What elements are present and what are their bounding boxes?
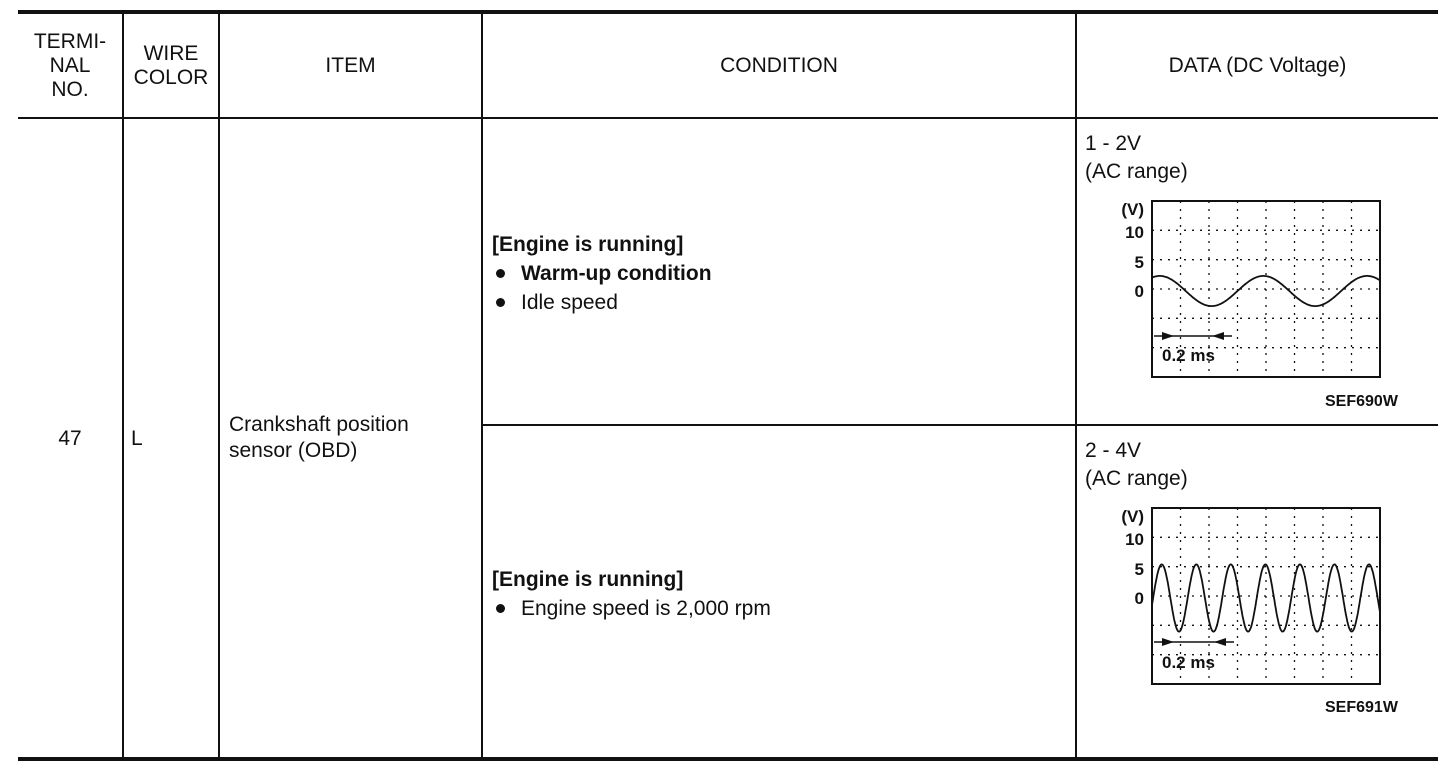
data-1-range: (AC range) <box>1085 160 1188 183</box>
condition-1-bullet-1-text: Warm-up condition <box>521 262 712 285</box>
data-1-text <box>1085 130 1188 186</box>
row-divider-rule <box>482 424 1438 426</box>
header-terminal-line-3: NO. <box>51 77 89 101</box>
scope-2-tick-0: 0 <box>1134 589 1144 608</box>
condition-2-bullet-1-text: Engine speed is 2,000 rpm <box>521 597 771 620</box>
column-divider-2 <box>218 12 220 759</box>
scope-2-unit: (V) <box>1121 507 1144 526</box>
terminal-number: 47 <box>58 427 82 450</box>
data-2-range: (AC range) <box>1085 467 1188 490</box>
condition-1-bullet-2-text: Idle speed <box>521 291 618 314</box>
condition-1-heading: [Engine is running] <box>492 233 684 256</box>
bullet-icon <box>496 298 505 307</box>
scope-2-time-label: 0.2 ms <box>1162 653 1215 672</box>
data-2-ref-code: SEF691W <box>1325 699 1398 716</box>
header-terminal-no <box>18 14 122 117</box>
header-wire-line-1: WIRE <box>143 41 199 65</box>
scope-2-tick-5: 5 <box>1134 560 1144 579</box>
data-2-voltage: 2 - 4V <box>1085 439 1142 462</box>
scope-1-time-marker <box>1154 332 1232 340</box>
header-wire-color <box>124 14 218 117</box>
scope-1-time-label: 0.2 ms <box>1162 346 1215 365</box>
header-bottom-rule <box>18 117 1438 119</box>
header-terminal-line-1: TERMI- <box>33 29 107 53</box>
oscilloscope-2 <box>1100 502 1390 692</box>
item-name <box>229 412 409 464</box>
condition-1-bullet-2 <box>492 288 712 317</box>
condition-2-heading: [Engine is running] <box>492 568 684 591</box>
item-name-line-1: Crankshaft position <box>229 413 409 436</box>
header-item: ITEM <box>325 53 376 77</box>
data-2-text <box>1085 437 1188 493</box>
data-1-voltage: 1 - 2V <box>1085 132 1142 155</box>
scope-2-tick-10: 10 <box>1125 530 1144 549</box>
condition-1 <box>492 230 712 317</box>
scope-2-time-marker <box>1154 638 1234 646</box>
data-1-ref-code: SEF690W <box>1325 393 1398 410</box>
table-bottom-rule <box>18 757 1438 761</box>
bullet-icon <box>496 604 505 613</box>
item-name-line-2: sensor (OBD) <box>229 439 358 462</box>
header-wire-line-2: COLOR <box>133 65 209 89</box>
header-condition: CONDITION <box>720 53 838 77</box>
column-divider-4 <box>1075 12 1077 759</box>
condition-2 <box>492 565 771 623</box>
oscilloscope-1 <box>1100 195 1390 385</box>
column-divider-3 <box>481 12 483 759</box>
scope-1-unit: (V) <box>1121 200 1144 219</box>
condition-2-bullet-1 <box>492 594 771 623</box>
scope-1-tick-10: 10 <box>1125 223 1144 242</box>
header-data: DATA (DC Voltage) <box>1168 53 1347 77</box>
scope-1-tick-5: 5 <box>1134 253 1144 272</box>
condition-1-bullet-1 <box>492 259 712 288</box>
header-terminal-line-2: NAL <box>49 53 91 77</box>
scope-1-tick-0: 0 <box>1134 282 1144 301</box>
column-divider-1 <box>122 12 124 759</box>
wire-color: L <box>131 427 143 450</box>
oscilloscope-2-plot <box>1100 502 1390 692</box>
oscilloscope-1-plot <box>1100 195 1390 385</box>
bullet-icon <box>496 269 505 278</box>
